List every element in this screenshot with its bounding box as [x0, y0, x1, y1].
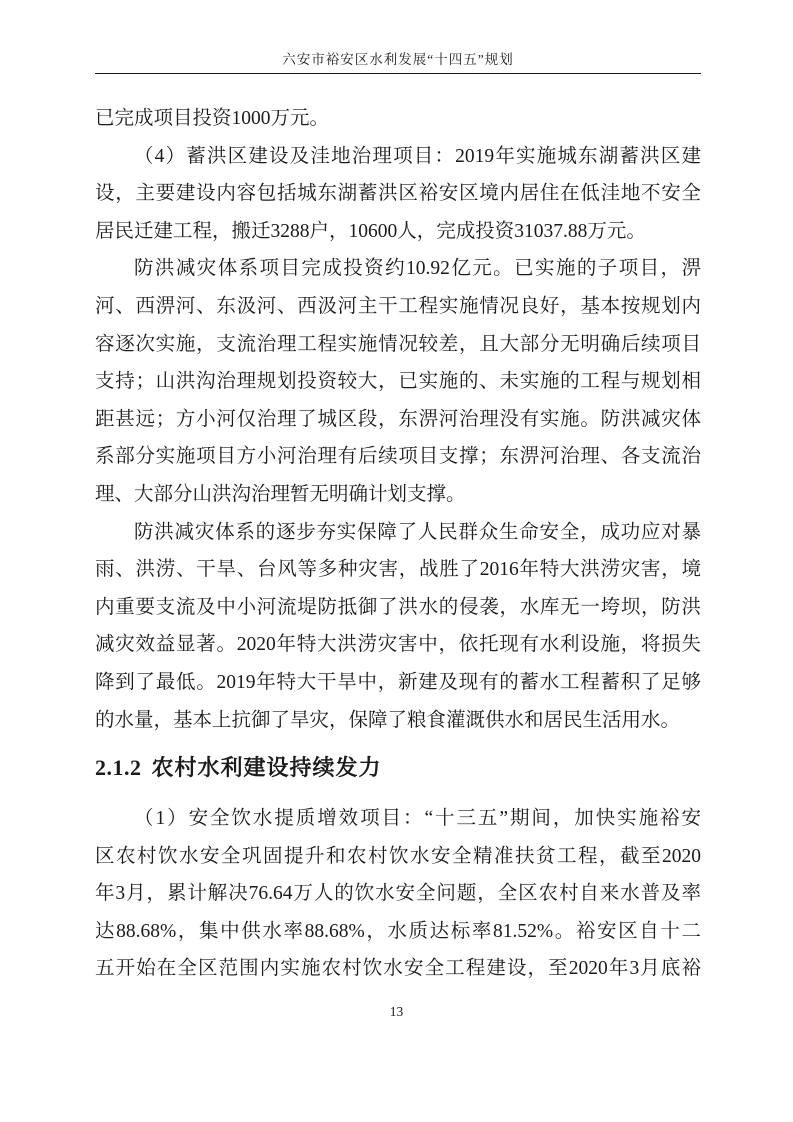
- text-line: 设，主要建设内容包括城东湖蓄洪区裕安区境内居住在低洼地不安全: [95, 183, 701, 205]
- text-line: 理、大部分山洪沟治理暂无明确计划支撑。: [95, 483, 466, 505]
- text-line: 距甚远；方小河仅治理了城区段，东淠河治理没有实施。防洪减灾体: [95, 408, 701, 430]
- text-line: 年3月，累计解决76.64万人的饮水安全问题，全区农村自来水普及率: [95, 883, 701, 905]
- text-line: 已完成项目投资1000万元。: [95, 108, 330, 129]
- paragraph-flood-control-system: [95, 250, 701, 513]
- paragraph-flood-storage-project: [95, 138, 701, 251]
- text-line: 系部分实施项目方小河治理有后续项目支撑；东淠河治理、各支流治: [95, 446, 701, 468]
- text-line: 雨、洪涝、干旱、台风等多种灾害，战胜了2016年特大洪涝灾害，境: [95, 559, 701, 581]
- text-line: 区农村饮水安全巩固提升和农村饮水安全精准扶贫工程，截至2020: [95, 845, 701, 867]
- text-line: 防洪减灾体系项目完成投资约10.92亿元。已实施的子项目，淠: [134, 258, 701, 280]
- page-header: [95, 50, 701, 74]
- text-line: 内重要支流及中小河流堤防抵御了洪水的侵袭，水库无一垮坝，防洪: [95, 596, 701, 618]
- section-title: 农村水利建设持续发力: [151, 755, 382, 781]
- text-line: （4）蓄洪区建设及洼地治理项目：2019年实施城东湖蓄洪区建: [134, 145, 701, 167]
- text-line: 支持；山洪沟治理规划投资较大，已实施的、未实施的工程与规划相: [95, 371, 701, 393]
- text-line: 达88.68%，集中供水率88.68%，水质达标率81.52%。裕安区自十二: [95, 920, 701, 942]
- text-line: 容逐次实施，支流治理工程实施情况较差，且大部分无明确后续项目: [95, 333, 701, 355]
- text-line: 防洪减灾体系的逐步夯实保障了人民群众生命安全，成功应对暴: [134, 521, 701, 543]
- page-number: 13: [389, 1004, 404, 1019]
- page-footer: [0, 1002, 793, 1022]
- text-line: 河、西淠河、东汲河、西汲河主干工程实施情况良好，基本按规划内: [95, 295, 701, 317]
- text-line: 的水量，基本上抗御了旱灾，保障了粮食灌溉供水和居民生活用水。: [95, 709, 681, 731]
- text-line: 减灾效益显著。2020年特大洪涝灾害中，依托现有水利设施，将损失: [95, 634, 701, 656]
- text-line: 五开始在全区范围内实施农村饮水安全工程建设，至2020年3月底裕: [95, 958, 701, 980]
- header-title: 六安市裕安区水利发展“十四五”规划: [282, 52, 514, 67]
- section-number: 2.1.2: [95, 755, 142, 781]
- text-line: （1）安全饮水提质增效项目：“十三五”期间，加快实施裕安: [134, 808, 701, 830]
- paragraph-investment-carryover: [95, 100, 701, 138]
- document-body: [95, 100, 701, 988]
- text-line: 降到了最低。2019年特大干旱中，新建及现有的蓄水工程蓄积了足够: [95, 671, 701, 693]
- paragraph-drinking-water-project: [95, 800, 701, 988]
- section-heading: [95, 753, 701, 783]
- text-line: 居民迁建工程，搬迁3288户，10600人，完成投资31037.88万元。: [95, 220, 646, 242]
- paragraph-disaster-reduction-benefits: [95, 514, 701, 740]
